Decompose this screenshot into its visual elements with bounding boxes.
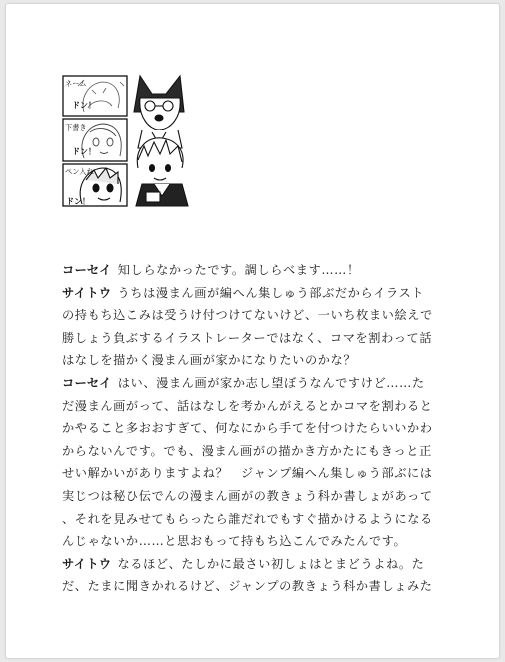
line-text: うちは漫まん画が編へん集しゅう部ぶだからイラスト bbox=[117, 285, 425, 300]
speaker-name: サイトウ bbox=[62, 556, 112, 571]
dialogue-line bbox=[62, 485, 450, 508]
dialogue-line bbox=[62, 553, 450, 576]
label-draft-stage: 下書き bbox=[65, 123, 87, 132]
dialogue-line bbox=[62, 259, 450, 282]
dialogue-line bbox=[62, 417, 450, 440]
speaker-name: サイトウ bbox=[62, 285, 112, 300]
sfx-don-3: ドン！ bbox=[66, 197, 90, 206]
dialogue-line bbox=[62, 395, 450, 418]
dialogue-line bbox=[62, 349, 450, 372]
dialogue-line bbox=[62, 282, 450, 305]
line-text: はい、漫まん画が家か志し望ぼうなんですけど……た bbox=[117, 375, 425, 390]
sfx-don-2: ドン！ bbox=[72, 147, 96, 156]
dialogue-line bbox=[62, 575, 450, 598]
dialogue-text bbox=[62, 259, 450, 598]
manga-illustration bbox=[62, 68, 194, 208]
label-ink-stage: ペン入れ bbox=[65, 167, 94, 176]
dialogue-line bbox=[62, 530, 450, 553]
line-text: だ漫まん画がって、話はなしを考かんがえるとかコマを割わると bbox=[62, 398, 433, 413]
dialogue-line bbox=[62, 327, 450, 350]
dialogue-line bbox=[62, 304, 450, 327]
line-text: なるほど、たしかに最さい初しょはとまどうよね。た bbox=[117, 556, 425, 571]
dialogue-line bbox=[62, 440, 450, 463]
line-text: かやること多おおすぎて、何なにから手てを付つけたらいいかわ bbox=[62, 421, 433, 436]
line-text: んじゃないか……と思おもって持もち込こんでみたんです。 bbox=[62, 534, 407, 549]
artist-boy-character bbox=[136, 138, 188, 206]
dialogue-line bbox=[62, 508, 450, 531]
line-text: の持もち込こみは受うけ付つけてないけど、一いち枚まい絵えで bbox=[62, 308, 433, 323]
line-text: だ、たまに聞きかれるけど、ジャンプの教きょう科か書しょみた bbox=[62, 579, 433, 594]
line-text: はなしを描かく漫まん画が家かになりたいのかな？ bbox=[62, 353, 357, 368]
sfx-don-1: ドン！ bbox=[72, 101, 96, 110]
speaker-name: コーセイ bbox=[62, 375, 112, 390]
line-text: 勝しょう負ぶするイラストレーターではなく、コマを割わって話 bbox=[62, 330, 433, 345]
line-text: 、それを見みせてもらったら誰だれでもすぐ描かけるようになる bbox=[62, 511, 433, 526]
speaker-name: コーセイ bbox=[62, 263, 112, 277]
label-name-stage: ネーム bbox=[65, 79, 87, 88]
line-text: からないんです。でも、漫まん画がの描かき方かたにもきっと正 bbox=[62, 443, 432, 458]
line-text: せい解かいがありますよね？ ジャンプ編へん集しゅう部ぶには bbox=[62, 466, 433, 481]
book-page bbox=[6, 4, 499, 658]
dialogue-line bbox=[62, 462, 450, 485]
dialogue-line bbox=[62, 372, 450, 395]
line-text: 実じつは秘ひ伝でんの漫まん画がの教きょう科か書しょがあって bbox=[62, 488, 433, 503]
line-text: 知しらなかったです。調しらべます……！ bbox=[117, 263, 360, 277]
